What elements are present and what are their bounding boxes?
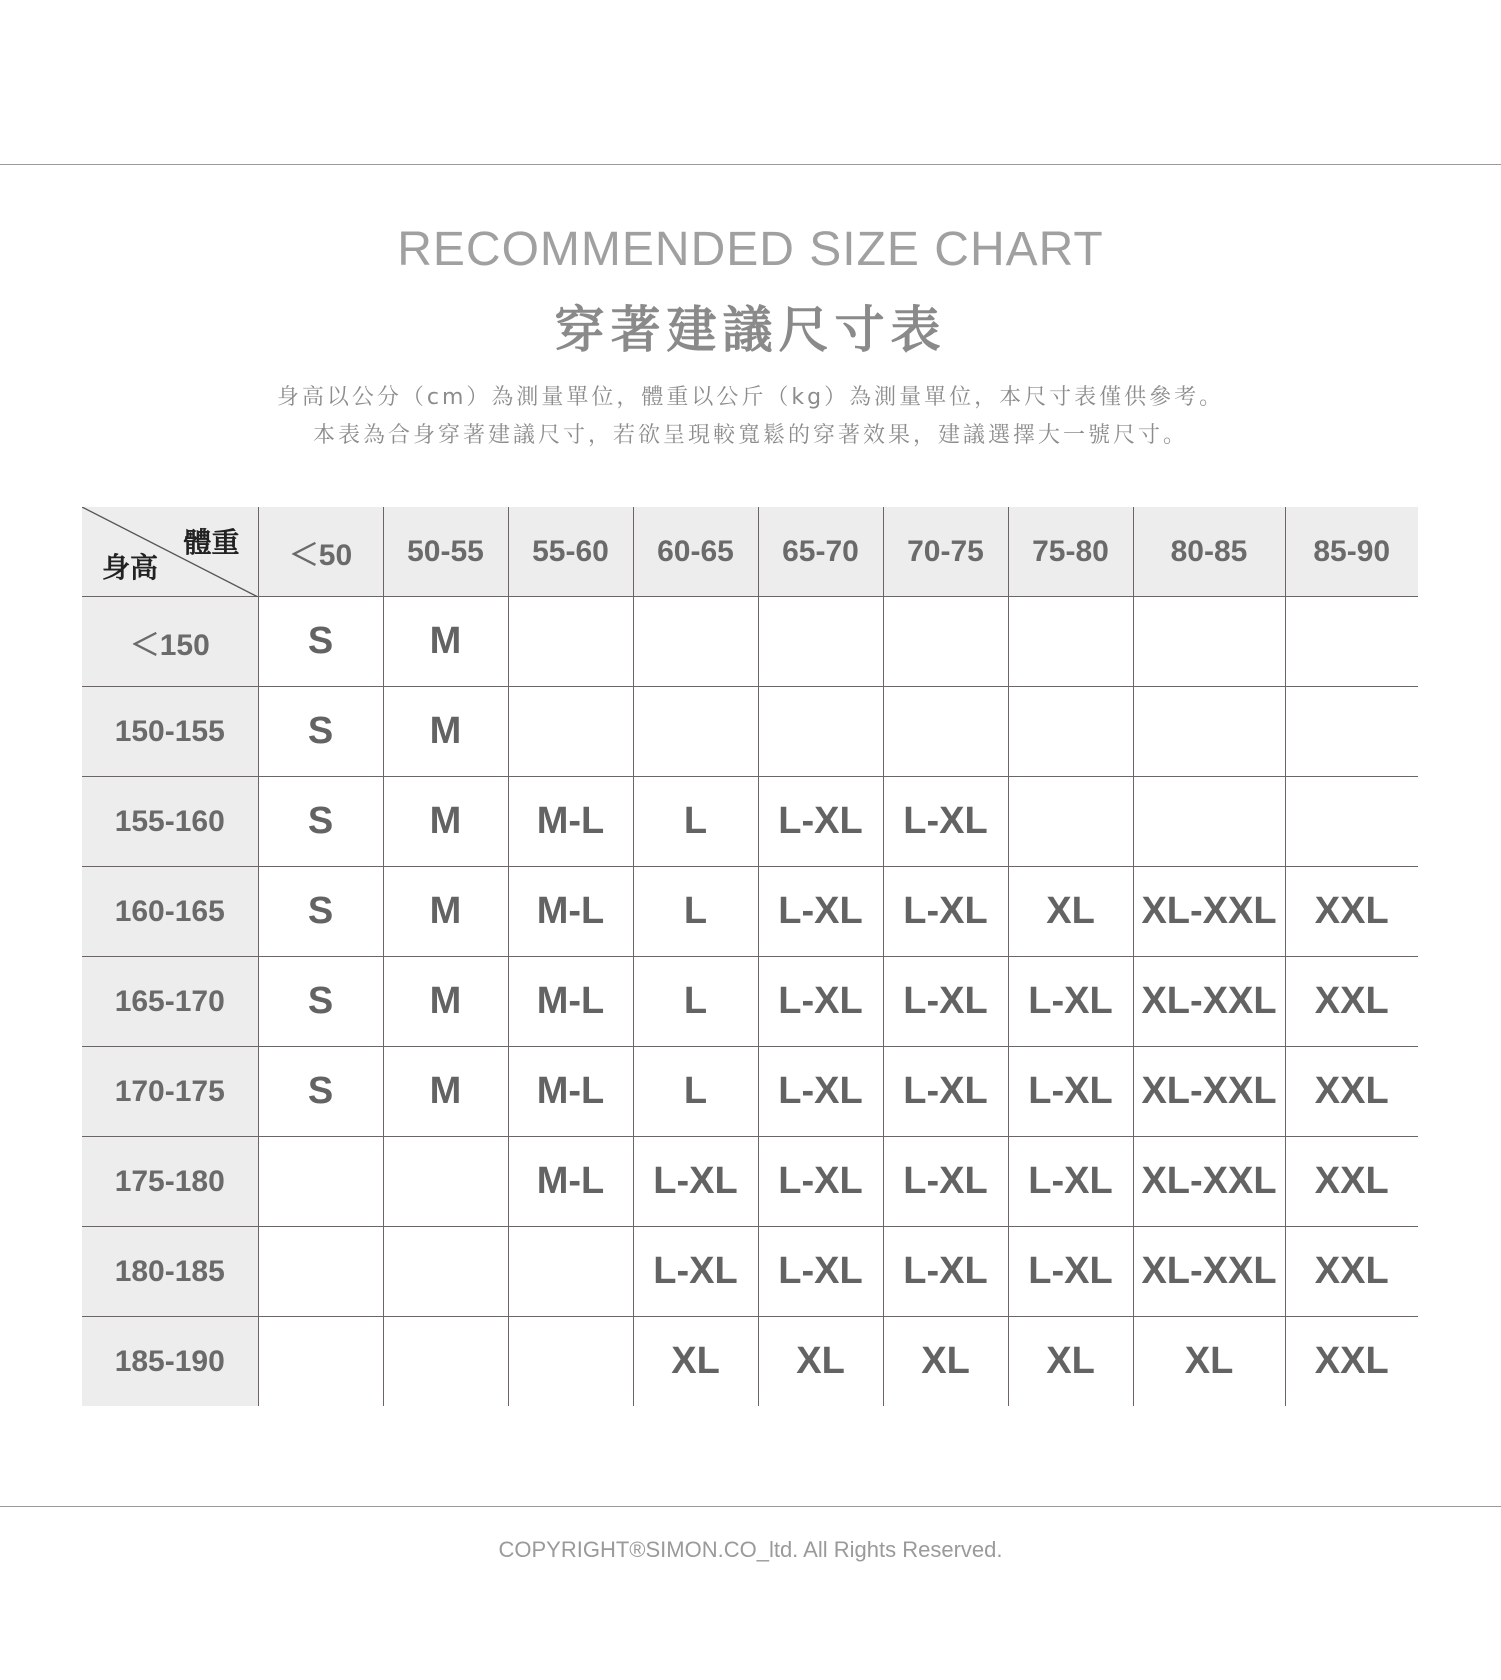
table-row <box>82 687 1418 777</box>
size-cell: L-XL <box>1008 1137 1133 1227</box>
copyright-text: COPYRIGHT®SIMON.CO_ltd. All Rights Reserved. <box>498 1537 1003 1562</box>
top-divider <box>0 164 1501 165</box>
size-cell <box>258 1137 383 1227</box>
height-header-cell: 180-185 <box>82 1227 258 1317</box>
weight-header-cell: 80-85 <box>1133 507 1285 597</box>
size-cell: XL <box>633 1317 758 1407</box>
size-cell <box>383 1227 508 1317</box>
size-cell: M-L <box>508 777 633 867</box>
height-header-cell: 155-160 <box>82 777 258 867</box>
size-cell: S <box>258 687 383 777</box>
size-cell: L-XL <box>1008 957 1133 1047</box>
weight-header-row <box>82 507 1418 597</box>
size-cell: L <box>633 867 758 957</box>
table-row <box>82 1227 1418 1317</box>
size-cell <box>883 597 1008 687</box>
size-cell: XL-XXL <box>1133 1137 1285 1227</box>
size-cell: L-XL <box>883 1047 1008 1137</box>
size-cell <box>883 687 1008 777</box>
size-cell: S <box>258 597 383 687</box>
size-cell <box>1285 777 1418 867</box>
bottom-divider <box>0 1506 1501 1507</box>
table-row <box>82 957 1418 1047</box>
height-header-cell: ＜150 <box>82 597 258 687</box>
size-cell: XL <box>1008 867 1133 957</box>
table-row <box>82 1317 1418 1407</box>
size-cell: L-XL <box>758 1227 883 1317</box>
size-cell: S <box>258 957 383 1047</box>
weight-header-cell: 50-55 <box>383 507 508 597</box>
size-cell: XXL <box>1285 1137 1418 1227</box>
size-cell: L-XL <box>883 1137 1008 1227</box>
size-cell: XL <box>1133 1317 1285 1407</box>
weight-header-cell: 70-75 <box>883 507 1008 597</box>
size-cell: L-XL <box>883 957 1008 1047</box>
size-cell <box>633 597 758 687</box>
size-cell: M <box>383 777 508 867</box>
height-header-cell: 165-170 <box>82 957 258 1047</box>
size-cell: M <box>383 1047 508 1137</box>
note-line-1: 身高以公分（cm）為測量單位，體重以公斤（kg）為測量單位，本尺寸表僅供參考。 <box>276 385 1225 410</box>
size-chart-table <box>82 507 1418 1406</box>
size-cell <box>758 597 883 687</box>
size-cell <box>383 1137 508 1227</box>
size-cell: M-L <box>508 867 633 957</box>
corner-weight-label: 體重 <box>183 526 240 559</box>
size-cell: L-XL <box>1008 1227 1133 1317</box>
size-cell <box>1008 597 1133 687</box>
size-cell: M-L <box>508 1047 633 1137</box>
size-cell: L-XL <box>883 1227 1008 1317</box>
size-cell <box>508 1317 633 1407</box>
size-cell: M-L <box>508 1137 633 1227</box>
note-line-2: 本表為合身穿著建議尺寸，若欲呈現較寬鬆的穿著效果，建議選擇大一號尺寸。 <box>312 423 1188 448</box>
size-cell <box>508 1227 633 1317</box>
weight-header-cell: 65-70 <box>758 507 883 597</box>
weight-header-cell: 85-90 <box>1285 507 1418 597</box>
size-cell: L <box>633 957 758 1047</box>
weight-header-cell: ＜50 <box>258 507 383 597</box>
size-cell: L-XL <box>883 867 1008 957</box>
size-cell: XXL <box>1314 1340 1389 1382</box>
height-header-cell: 170-175 <box>82 1047 258 1137</box>
title-english: RECOMMENDED SIZE CHART <box>397 223 1104 276</box>
table-row <box>82 597 1418 687</box>
size-cell <box>1285 597 1418 687</box>
size-cell: S <box>258 777 383 867</box>
size-cell: L-XL <box>758 777 883 867</box>
size-cell: XL <box>758 1317 883 1407</box>
corner-height-label: 身高 <box>102 551 159 584</box>
size-cell: L-XL <box>633 1137 758 1227</box>
corner-header-cell <box>82 507 258 597</box>
table-row <box>82 867 1418 957</box>
size-cell: L-XL <box>883 777 1008 867</box>
size-cell: M <box>383 597 508 687</box>
title-chinese: 穿著建議尺寸表 <box>554 301 947 359</box>
size-cell <box>1285 687 1418 777</box>
size-cell: L <box>633 777 758 867</box>
size-cell <box>258 1317 383 1407</box>
table-row <box>82 1047 1418 1137</box>
size-cell: L <box>633 1047 758 1137</box>
height-header-cell: 175-180 <box>82 1137 258 1227</box>
size-cell: XL <box>883 1317 1008 1407</box>
height-header-cell: 185-190 <box>82 1317 258 1407</box>
size-cell: XXL <box>1285 1047 1418 1137</box>
size-cell <box>1008 687 1133 777</box>
size-cell: M <box>383 687 508 777</box>
height-header-cell: 150-155 <box>82 687 258 777</box>
size-cell <box>508 687 633 777</box>
size-cell: XL-XXL <box>1133 1227 1285 1317</box>
size-cell <box>383 1317 508 1407</box>
size-cell: L-XL <box>1008 1047 1133 1137</box>
size-cell: S <box>258 867 383 957</box>
size-cell <box>1133 777 1285 867</box>
size-cell: M <box>383 957 508 1047</box>
size-cell: M-L <box>508 957 633 1047</box>
size-cell: XXL <box>1285 867 1418 957</box>
table-row <box>82 1137 1418 1227</box>
weight-header-cell: 55-60 <box>508 507 633 597</box>
size-cell: XL-XXL <box>1133 957 1285 1047</box>
size-cell: S <box>258 1047 383 1137</box>
size-cell <box>1133 597 1285 687</box>
size-cell <box>633 687 758 777</box>
size-cell <box>1008 777 1133 867</box>
size-cell: L-XL <box>758 1137 883 1227</box>
weight-header-cell: 75-80 <box>1008 507 1133 597</box>
size-cell: XXL <box>1285 957 1418 1047</box>
size-cell: XL-XXL <box>1133 1047 1285 1137</box>
size-cell: XXL <box>1285 1227 1418 1317</box>
size-cell: M <box>383 867 508 957</box>
size-cell <box>1133 687 1285 777</box>
weight-header-cell: 60-65 <box>633 507 758 597</box>
size-cell: XL-XXL <box>1133 867 1285 957</box>
height-header-cell: 160-165 <box>82 867 258 957</box>
size-cell: L-XL <box>758 957 883 1047</box>
size-cell: L-XL <box>633 1227 758 1317</box>
size-cell: XL <box>1008 1317 1133 1407</box>
table-row <box>82 777 1418 867</box>
size-cell <box>258 1227 383 1317</box>
size-cell <box>758 687 883 777</box>
size-cell: L-XL <box>758 1047 883 1137</box>
size-cell <box>508 597 633 687</box>
size-cell: L-XL <box>758 867 883 957</box>
